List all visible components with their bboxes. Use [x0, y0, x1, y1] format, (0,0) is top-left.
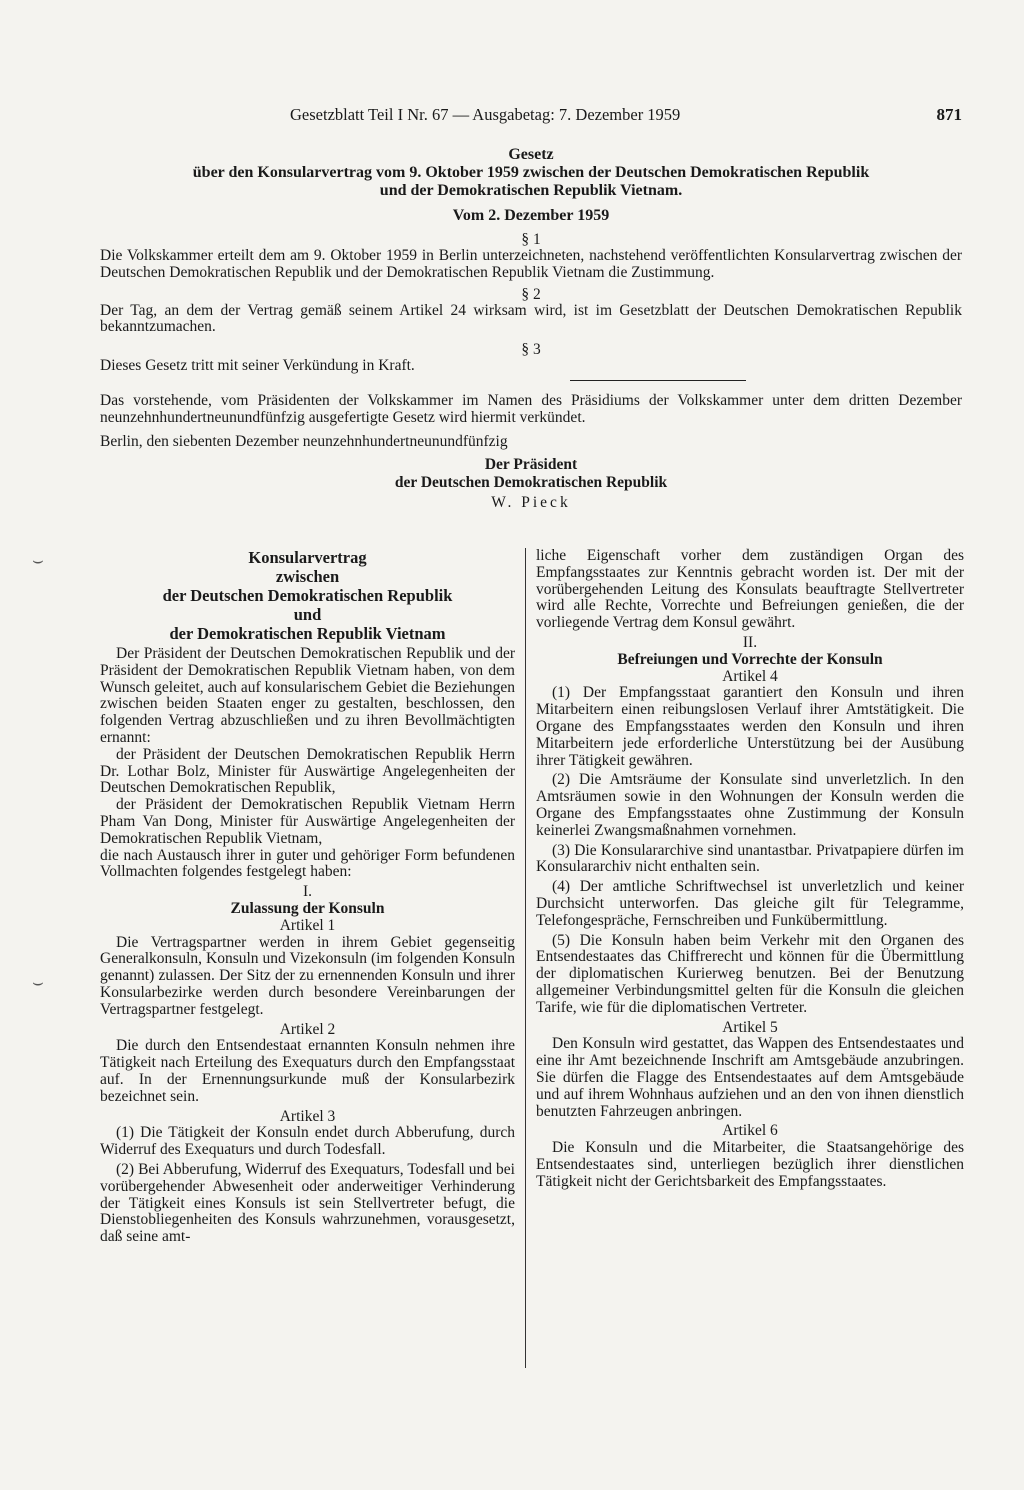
law-title-line1: über den Konsularvertrag vom 9. Oktober 1959 zwischen der Deutschen Demokratischen Republik [192, 164, 870, 181]
law-title-line2: und der Demokratischen Republik Vietnam. [379, 182, 683, 199]
column-divider [525, 548, 526, 1368]
treaty-title-2: zwischen [275, 567, 340, 586]
part2-title: Befreiungen und Vorrechte der Konsuln [617, 650, 883, 668]
article2-heading: Artikel 2 [279, 1020, 336, 1038]
law-date: Vom 2. Dezember 1959 [452, 207, 610, 224]
article2-text: Die durch den Entsendestaat ernannten Konsuln nehmen ihre Tätigkeit nach Erteilung des Exequaturs durch den Empfangsstaat auf. In der Ernennungsurkunde muß der Konsularbezirk bezeichnet sein. [100, 1037, 515, 1105]
running-head: Gesetzblatt Teil I Nr. 67 — Ausgabetag: 7. Dezember 1959 [290, 105, 681, 124]
article5-heading: Artikel 5 [722, 1018, 778, 1036]
law-section [100, 146, 962, 512]
page-number: 871 [936, 105, 962, 124]
signer-title: Der Präsident [484, 456, 578, 474]
article1-heading: Artikel 1 [279, 916, 336, 934]
margin-tick-mark: ⌣ [32, 972, 44, 992]
treaty-title-5: der Demokratischen Republik Vietnam [169, 624, 446, 643]
article4-heading: Artikel 4 [722, 667, 778, 685]
part1-title: Zulassung der Konsuln [230, 899, 385, 917]
section-text-1: Die Volkskammer erteilt dem am 9. Oktober 1959 in Berlin unterzeichneten, nachstehend veröffentlichten Konsularvertrag zwischen der Deutschen Demokratischen Republik und der Demokratischen Republik Vietnam die Zustimmung. [100, 247, 962, 281]
article4-para4: (4) Der amtliche Schriftwechsel ist unverletzlich und keiner Durchsicht unterworfen. Das gleiche gilt für Telegramme, Telefongespräche, Fernschreiben und Funkübermittlung. [536, 878, 964, 929]
section-mark-1: § 1 [521, 231, 541, 248]
law-title: Gesetz [508, 146, 554, 163]
continued-text: liche Eigenschaft vorher dem zuständigen Organ des Empfangsstaates zur Kenntnis gebracht worden ist. Der mit der vorübergehenden Leitung des Konsulats beauftragte Stellvertreter wird alle Rechte, Vorrechte und Befreiungen genießen, die der vorliegende Vertrag dem Konsul gewährt. [536, 547, 964, 632]
plenipotentiary-2: der Präsident der Demokratischen Republik Vietnam Herrn Pham Van Dong, Minister für Auswärtige Angelegenheiten der Demokratischen Republik Vietnam, [100, 796, 515, 847]
section-mark-2: § 2 [521, 285, 541, 303]
preamble: Der Präsident der Deutschen Demokratischen Republik und der Präsident der Demokratischen Republik Vietnam haben, von dem Wunsch geleitet, auch auf konsularischem Gebiet die Beziehungen zwischen beiden Staaten enger zu gestalten, beschlossen, den folgenden Vertrag abzuschließen und zu ihren Bevollmächtigten ernannt: [100, 645, 515, 746]
article3-para2: (2) Bei Abberufung, Widerruf des Exequaturs, Todesfall und bei vorübergehender Abwesenheit oder anderweitiger Verhinderung der Tätigkeit eines Konsuls ist sein Stellvertreter befugt, die Dienstobliegenheiten des Konsuls wahrzunehmen, vorausgesetzt, daß seine amt- [100, 1160, 515, 1246]
article4-para5: (5) Die Konsuln haben beim Verkehr mit den Organen des Entsendestaates das Chiffrerecht und können für die Übermittlung der diplomatischen Kurierweg benutzen. Bei der Benutzung allgemeiner Verbindungsmittel gelten für die Konsuln die gleichen Tarife, wie für die diplomatischen Vertreter. [536, 931, 964, 1016]
article3-heading: Artikel 3 [279, 1107, 336, 1125]
plenipotentiary-1: der Präsident der Deutschen Demokratischen Republik Herrn Dr. Lothar Bolz, Minister für Auswärtige Angelegenheiten der Deutschen Demokratischen Republik, [100, 745, 515, 797]
treaty-left-column [100, 548, 515, 1246]
article6-heading: Artikel 6 [722, 1122, 778, 1140]
part1-number: I. [302, 883, 313, 901]
preamble-end: die nach Austausch ihrer in guter und gehöriger Form befundenen Vollmachten folgendes festgelegt haben: [100, 846, 515, 881]
margin-tick-mark: ⌣ [32, 550, 44, 570]
treaty-title-4: und [293, 605, 322, 624]
part2-number: II. [742, 633, 758, 651]
article4-para3: (3) Die Konsulararchive sind unantastbar. Privatpapiere dürfen im Konsulararchiv nicht enthalten sein. [536, 841, 964, 876]
article5-text: Den Konsuln wird gestattet, das Wappen des Entsendestaates und eine ihr Amt bezeichnende Inschrift am Amtsgebäude anzubringen. Sie dürfen die Flagge des Entsendestaates auf dem Amtsgebäude und auf ihrem Wohnhaus aufziehen und an den von ihnen dienstlich benutzten Fahrzeugen anbringen. [536, 1035, 964, 1120]
signer-office: der Deutschen Demokratischen Republik [394, 474, 668, 492]
divider-rule [570, 380, 746, 381]
article6-text: Die Konsuln und die Mitarbeiter, die Staatsangehörige des Entsendestaates sind, unterliegen bezüglich ihrer dienstlichen Tätigkeit nicht der Gerichtsbarkeit des Empfangsstaates. [536, 1139, 964, 1190]
signer-name: W. Pieck [491, 494, 571, 512]
section-text-2: Der Tag, an dem der Vertrag gemäß seinem Artikel 24 wirksam wird, ist im Gesetzblatt der Deutschen Demokratischen Republik bekanntzumachen. [100, 302, 962, 336]
article4-para2: (2) Die Amtsräume der Konsulate sind unverletzlich. In den Amtsräumen sowie in den Wohnungen der Konsuln werden die Organe des Empfangsstaates ohne Zustimmung der Konsuln keinerlei Zwangsmaßnahmen vornehmen. [536, 771, 964, 839]
section-mark-3: § 3 [521, 340, 541, 358]
treaty-right-column [536, 548, 964, 1190]
section-text-3: Dieses Gesetz tritt mit seiner Verkündung in Kraft. [100, 357, 415, 375]
article4-para1: (1) Der Empfangsstaat garantiert den Konsuln und ihren Mitarbeitern einen reibungslosen Verlauf ihrer Amtstätigkeit. Die Organe des Empfangsstaates werden den Konsuln und ihren Mitarbeitern jede erforderliche Unterstützung bei der Ausübung ihrer Tätigkeit gewähren. [536, 684, 964, 769]
place-date: Berlin, den siebenten Dezember neunzehnhundertneunundfünfzig [100, 432, 508, 450]
article3-para1: (1) Die Tätigkeit der Konsuln endet durch Abberufung, durch Widerruf des Exequaturs und durch Todesfall. [100, 1124, 515, 1159]
treaty-title-1: Konsularvertrag [248, 548, 367, 567]
article1-text: Die Vertragspartner werden in ihrem Gebiet gegenseitig Generalkonsuln, Konsuln und Vizekonsuln (im folgenden Konsuln genannt) zulassen. Der Sitz der zu ernennenden Konsuln und ihrer Konsularbezirke werden durch besondere Vereinbarungen der Vertragspartner festgelegt. [100, 933, 515, 1018]
promulgation-text: Das vorstehende, vom Präsidenten der Volkskammer im Namen des Präsidiums der Volkskammer unter dem dritten Dezember neunzehnhundertneunundfünfzig ausgefertigte Gesetz wird hiermit verkündet. [100, 392, 962, 426]
treaty-title-3: der Deutschen Demokratischen Republik [162, 586, 453, 605]
